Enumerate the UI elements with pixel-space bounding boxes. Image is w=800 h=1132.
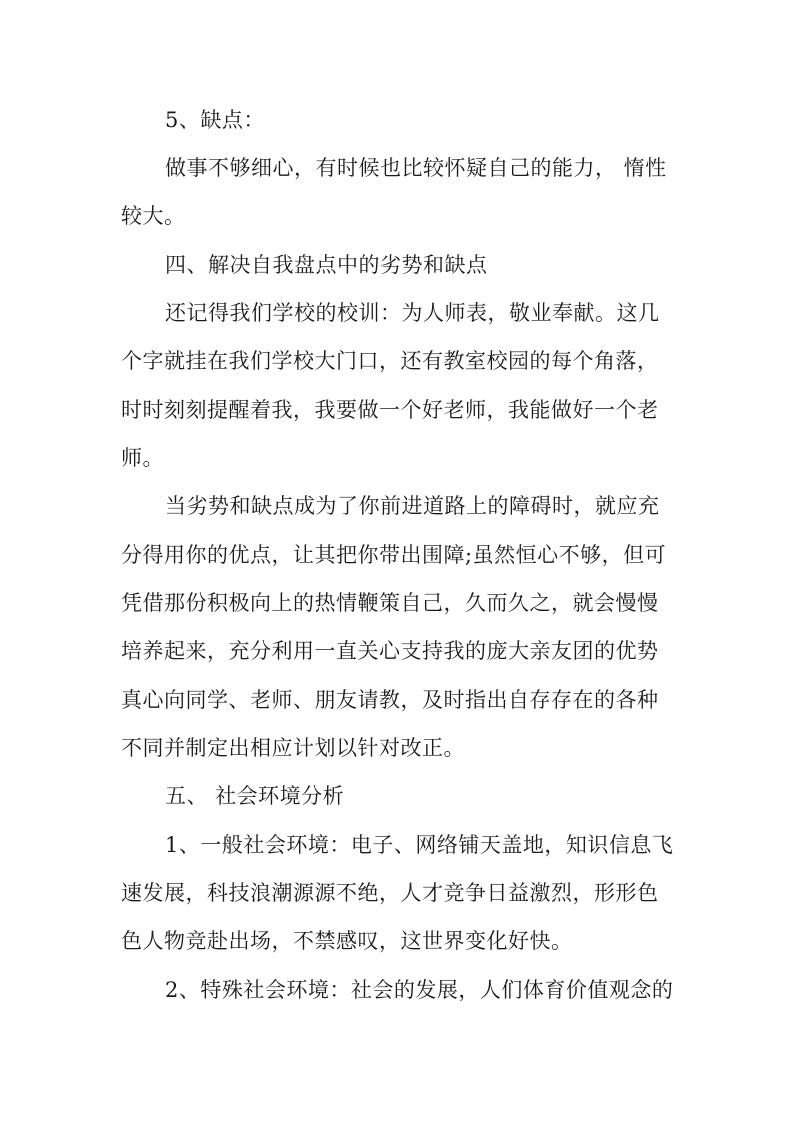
paragraph-line: 分得用你的优点，让其把你带出围障;虽然恒心不够，但可: [121, 543, 667, 567]
section-heading-social-environment: 五、 社会环境分析: [165, 784, 345, 808]
paragraph-line: 1、一般社会环境：电子、网络铺天盖地，知识信息飞: [165, 833, 674, 857]
paragraph-line: 做事不够细心，有时候也比较怀疑自己的能力， 惰性: [165, 156, 667, 180]
paragraph-line: 培养起来，充分利用一直关心支持我的庞大亲友团的优势: [121, 639, 659, 663]
paragraph-line: 师。: [121, 446, 164, 470]
paragraph-line: 色人物竞赴出场，不禁感叹，这世界变化好快。: [121, 929, 573, 953]
paragraph-line: 速发展，科技浪潮源源不绝，人才竞争日益激烈，形形色: [121, 881, 659, 905]
paragraph-line: 真心向同学、老师、朋友请教，及时指出自存存在的各种: [121, 688, 659, 712]
paragraph-line: 当劣势和缺点成为了你前进道路上的障碍时，就应充: [165, 494, 660, 518]
paragraph-line: 不同并制定出相应计划以针对改正。: [121, 736, 465, 760]
paragraph-line: 凭借那份积极向上的热情鞭策自己，久而久之，就会慢慢: [121, 591, 659, 615]
paragraph-line: 还记得我们学校的校训：为人师表，敬业奉献。这几: [165, 301, 660, 325]
paragraph-line: 个字就挂在我们学校大门口，还有教室校园的每个角落，: [121, 349, 659, 373]
paragraph-line: 时时刻刻提醒着我，我要做一个好老师，我能做好一个老: [121, 398, 659, 422]
section-heading-weaknesses: 5、缺点：: [165, 108, 265, 132]
section-heading-solutions: 四、解决自我盘点中的劣势和缺点: [165, 253, 488, 277]
paragraph-line: 2、特殊社会环境：社会的发展，人们体育价值观念的: [165, 978, 674, 1002]
paragraph-line: 较大。: [121, 204, 186, 228]
